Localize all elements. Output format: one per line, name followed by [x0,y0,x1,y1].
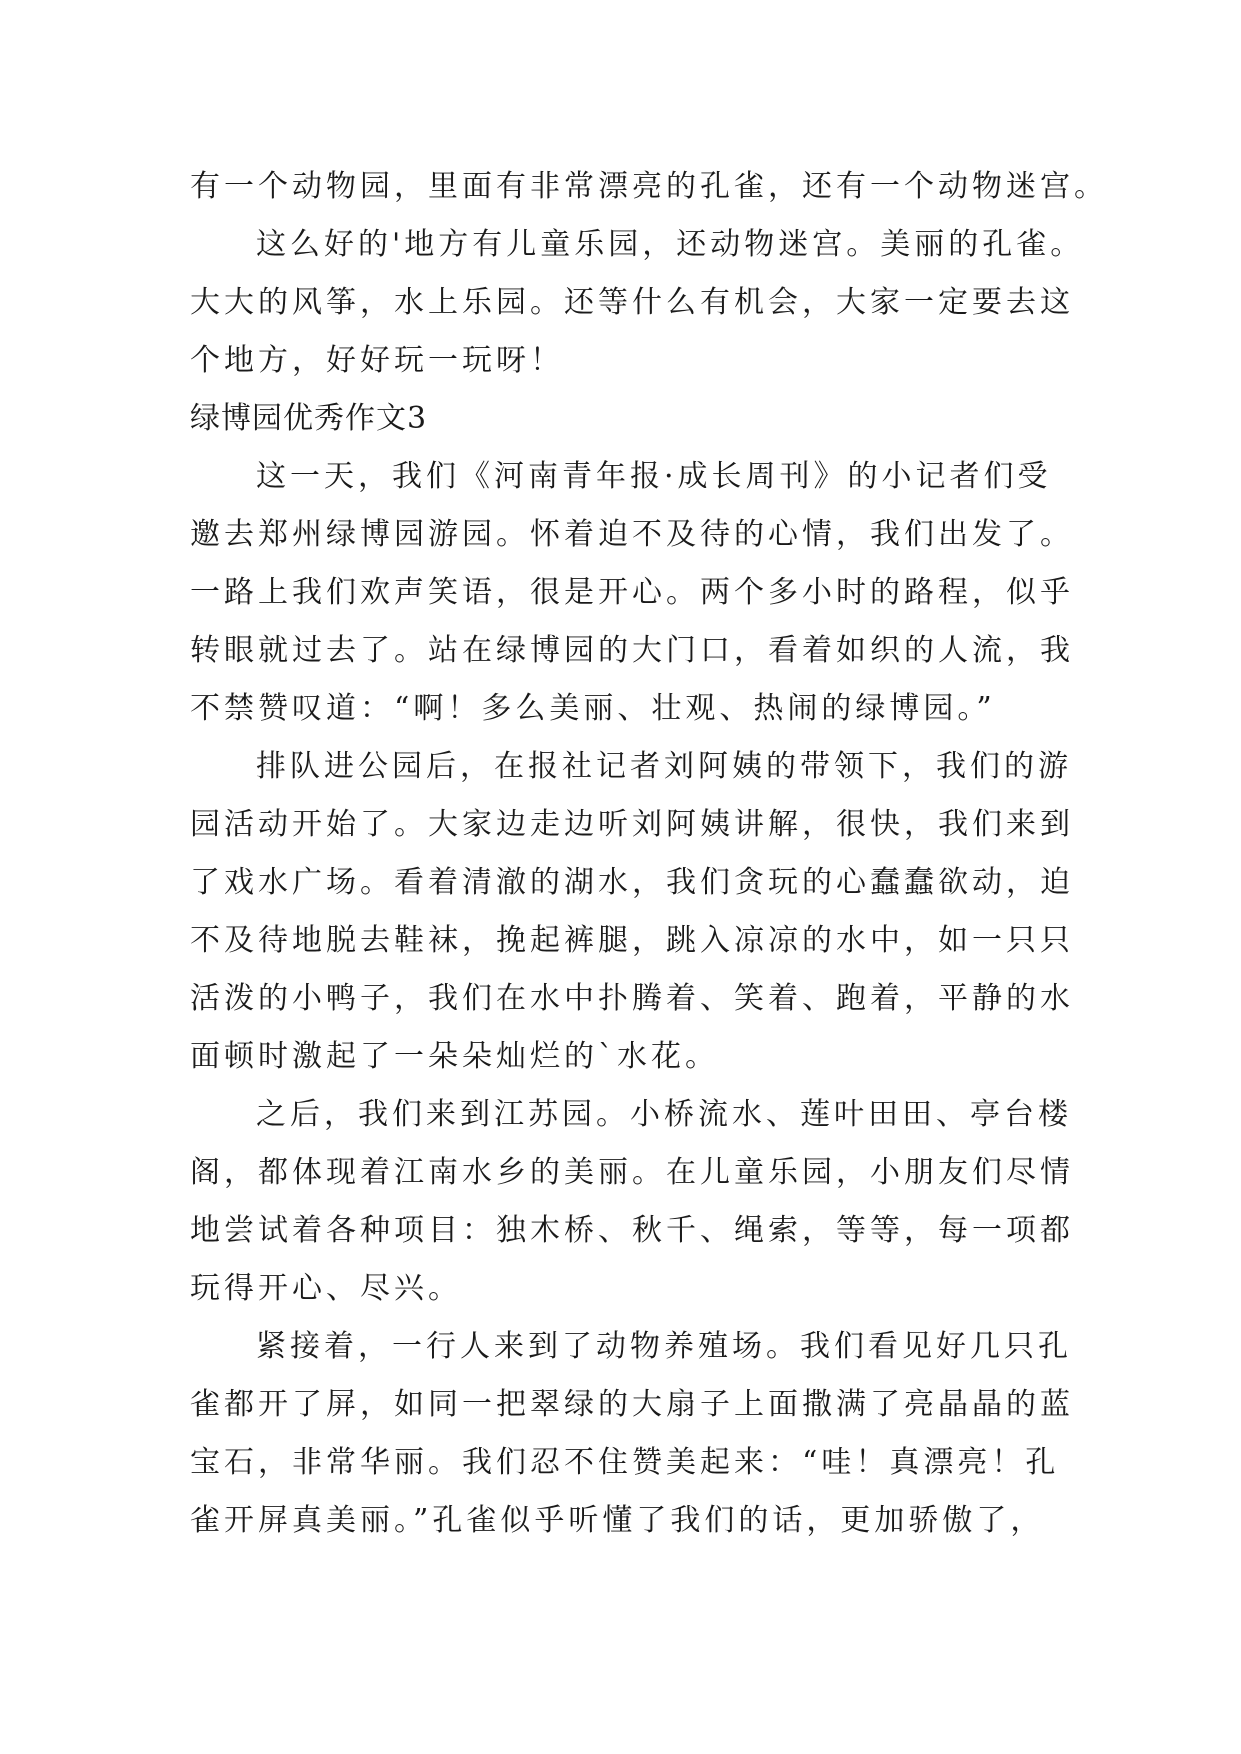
paragraph-line: 宝石，非常华丽。我们忍不住赞美起来：“哇！真漂亮！孔 [190,1445,1060,1480]
paragraph-line: 活泼的小鸭子，我们在水中扑腾着、笑着、跑着，平静的水 [190,981,1074,1016]
section-heading: 绿博园优秀作文3 [190,401,428,436]
paragraph-line: 玩得开心、尽兴。 [190,1271,462,1306]
paragraph-line: 紧接着，一行人来到了动物养殖场。我们看见好几只孔 [256,1329,1072,1364]
paragraph-line: 面顿时激起了一朵朵灿烂的`水花。 [190,1039,719,1074]
paragraph-line: 大大的风筝，水上乐园。还等什么有机会，大家一定要去这 [190,285,1074,320]
paragraph-line: 一路上我们欢声笑语，很是开心。两个多小时的路程，似乎 [190,575,1074,610]
paragraph-line: 个地方，好好玩一玩呀！ [190,343,564,378]
paragraph-line: 转眼就过去了。站在绿博园的大门口，看着如织的人流，我 [190,633,1074,668]
paragraph-line: 这一天，我们《河南青年报·成长周刊》的小记者们受 [256,459,1052,494]
paragraph-line: 了戏水广场。看着清澈的湖水，我们贪玩的心蠢蠢欲动，迫 [190,865,1074,900]
paragraph-line: 之后，我们来到江苏园。小桥流水、莲叶田田、亭台楼 [256,1097,1072,1132]
paragraph-line: 地尝试着各种项目：独木桥、秋千、绳索，等等，每一项都 [190,1213,1074,1248]
paragraph-line: 排队进公园后，在报社记者刘阿姨的带领下，我们的游 [256,749,1072,784]
paragraph-line: 不及待地脱去鞋袜，挽起裤腿，跳入凉凉的水中，如一只只 [190,923,1074,958]
paragraph-line: 有一个动物园，里面有非常漂亮的孔雀，还有一个动物迷宫。 [190,169,1108,204]
essay-text [190,158,1108,1550]
paragraph-line: 园活动开始了。大家边走边听刘阿姨讲解，很快，我们来到 [190,807,1074,842]
paragraph-line: 邀去郑州绿博园游园。怀着迫不及待的心情，我们出发了。 [190,517,1074,552]
paragraph-line: 雀都开了屏，如同一把翠绿的大扇子上面撒满了亮晶晶的蓝 [190,1387,1074,1422]
paragraph-line: 这么好的'地方有儿童乐园，还动物迷宫。美丽的孔雀。 [256,227,1085,262]
paragraph-line: 雀开屏真美丽。”孔雀似乎听懂了我们的话，更加骄傲了， [190,1503,1045,1538]
paragraph-line: 不禁赞叹道：“啊！多么美丽、壮观、热闹的绿博园。” [190,691,996,726]
paragraph-line: 阁，都体现着江南水乡的美丽。在儿童乐园，小朋友们尽情 [190,1155,1074,1190]
